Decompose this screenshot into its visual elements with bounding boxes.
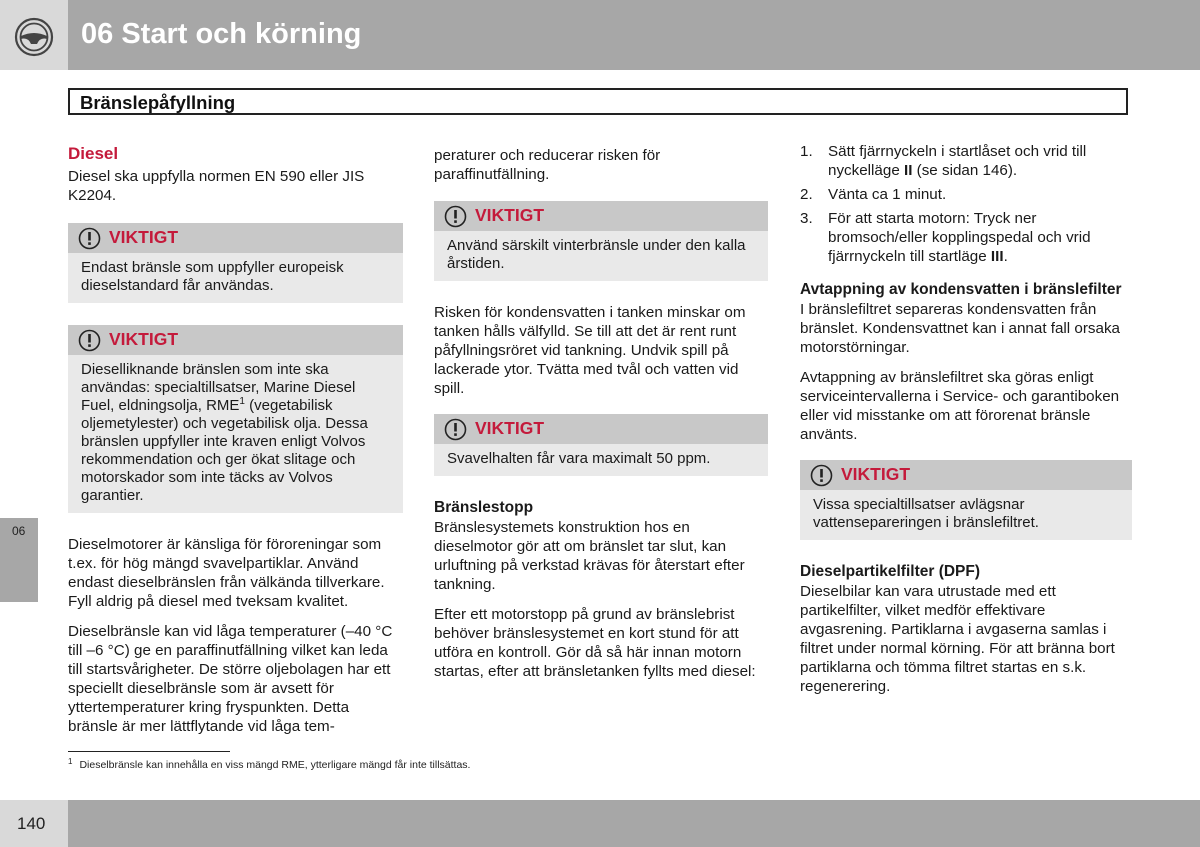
warning-exclamation-icon <box>444 205 467 228</box>
important-title: VIKTIGT <box>109 329 179 349</box>
list-item <box>800 209 1132 266</box>
body-paragraph: I bränslefiltret separeras kondensvatten från bränslet. Kondensvattnet kan i annat fall orsaka motorstörningar. <box>800 301 1120 356</box>
step-text: För att starta motorn: Tryck ner bromsoch/eller kopplingspedal och vrid fjärrnyckeln till startläge <box>828 210 1091 265</box>
footnote-divider <box>68 751 230 752</box>
warning-exclamation-icon <box>78 227 101 250</box>
step-text: . <box>1003 248 1008 265</box>
page-number: 140 <box>17 814 46 833</box>
body-paragraph: Dieselbilar kan vara utrustade med ett partikelfilter, vilket medför effektivare avgasrening. Partiklarna i avgaserna samlas i filtret under normal körning. För att bränna bort partiklarna och tömma filtret startas en s.k. regenerering. <box>800 583 1115 695</box>
step-text: Sätt fjärrnyckeln i startlåset och vrid till nyckelläge <box>828 143 1087 179</box>
fuel-stop-heading: Bränslestopp <box>434 499 534 516</box>
body-paragraph: peraturer och reducerar risken för paraffinutfällning. <box>434 147 661 183</box>
important-box <box>800 460 1132 540</box>
body-paragraph: Dieselbränsle kan vid låga temperaturer (–40 °C till –6 °C) ge en paraffinutfällning vilket kan leda till startsvårigheter. De större oljebolagen har ett speciellt dieselbränsle som är avsett för yttertemperaturer kring fryspunkten. Detta bränsle är mer lättflytande vid låga tem- <box>68 623 393 735</box>
body-paragraph: Dieselmotorer är känsliga för föroreningar som t.ex. för hög mängd svavelpartiklar. Använd endast dieselbränslen från välkända tillverkare. Fyll aldrig på diesel med tveksam kvalitet. <box>68 536 385 610</box>
important-box-header <box>434 201 768 231</box>
step-key-position: II <box>903 162 913 179</box>
important-text: Använd särskilt vinterbränsle under den kalla årstiden. <box>447 237 746 272</box>
dpf-heading: Dieselpartikelfilter (DPF) <box>800 563 981 580</box>
diesel-norm-text: Diesel ska uppfylla normen EN 590 eller JIS K2204. <box>68 168 365 204</box>
important-text: Svavelhalten får vara maximalt 50 ppm. <box>447 450 711 467</box>
footnote-ref[interactable]: 1 <box>239 396 245 407</box>
important-box-header <box>434 414 768 444</box>
important-title: VIKTIGT <box>841 464 911 484</box>
step-text: (se sidan 146). <box>912 162 1018 179</box>
footnote-marker: 1 <box>68 756 73 766</box>
step-number: 1. <box>800 143 813 160</box>
important-box <box>434 201 768 281</box>
step-number: 3. <box>800 210 813 227</box>
body-paragraph: Efter ett motorstopp på grund av bränslebrist behöver bränslesystemet en kort stund för att utföra en kontroll. Gör då så här innan motorn startas, efter att bränsletanken fyllts med diesel: <box>434 606 756 680</box>
step-text: Vänta ca 1 minut. <box>828 186 947 203</box>
important-text <box>68 355 403 513</box>
important-box <box>434 414 768 476</box>
list-item <box>800 142 1132 180</box>
body-paragraph: Bränslesystemets konstruktion hos en dieselmotor gör att om bränslet tar slut, kan urluftning på verkstad krävas för återstart efter tankning. <box>434 519 745 593</box>
step-number: 2. <box>800 186 813 203</box>
page-footer <box>0 800 1200 847</box>
restart-steps-list <box>800 142 1132 266</box>
steering-wheel-icon <box>14 17 54 57</box>
important-title: VIKTIGT <box>475 418 545 438</box>
chapter-side-tab-label: 06 <box>12 524 26 538</box>
condensate-drain-heading: Avtappning av kondensvatten i bränslefilter <box>800 281 1122 298</box>
body-paragraph: Risken för kondensvatten i tanken minskar om tanken hålls välfylld. Se till att det är rent runt påfyllningsröret vid tankning. Undvik spill på lackerade ytor. Tvätta med tvål och vatten vid spill. <box>434 304 746 397</box>
list-item <box>800 185 1132 204</box>
page-number-box <box>0 800 68 847</box>
footnote-text: Dieselbränsle kan innehålla en viss mängd RME, ytterligare mängd får inte tillsättas. <box>79 759 471 771</box>
body-paragraph: Avtappning av bränslefiltret ska göras enligt serviceintervallerna i Service- och garantiboken eller vid misstanke om att förorenat bränsle använts. <box>800 369 1120 443</box>
important-title: VIKTIGT <box>475 205 545 225</box>
important-text: Endast bränsle som uppfyller europeisk dieselstandard får användas. <box>81 259 344 294</box>
footnote <box>68 756 471 771</box>
warning-exclamation-icon <box>810 464 833 487</box>
important-text: Vissa specialtillsatser avlägsnar vattensepareringen i bränslefiltret. <box>813 496 1039 531</box>
warning-exclamation-icon <box>444 418 467 441</box>
column-1 <box>68 142 403 747</box>
important-title: VIKTIGT <box>109 227 179 247</box>
chapter-header <box>0 0 1200 70</box>
warning-exclamation-icon <box>78 329 101 352</box>
column-3 <box>800 142 1132 707</box>
important-box <box>68 325 403 513</box>
chapter-icon-box <box>0 0 68 70</box>
important-box <box>68 223 403 303</box>
important-text-part-a: Dieselliknande bränslen som inte ska användas: specialtillsatser, Marine Diesel Fuel, eldningsolja, RME <box>81 361 356 414</box>
important-text-part-b: (vegetabilisk oljemetylester) och vegetabilisk olja. Dessa bränslen uppfyller inte kraven enligt Volvos rekommendation och ger ökat slitage och motorskador som inte täcks av Volvos garantier. <box>81 397 368 504</box>
chapter-side-tab <box>0 518 38 602</box>
important-box-header <box>800 460 1132 490</box>
section-title: Bränslepåfyllning <box>80 92 236 113</box>
important-box-header <box>68 325 403 355</box>
section-heading-box <box>68 88 1128 115</box>
diesel-heading: Diesel <box>68 144 119 163</box>
step-key-position: III <box>990 248 1004 265</box>
column-2 <box>434 146 768 692</box>
important-box-header <box>68 223 403 253</box>
chapter-title: 06 Start och körning <box>81 18 362 50</box>
